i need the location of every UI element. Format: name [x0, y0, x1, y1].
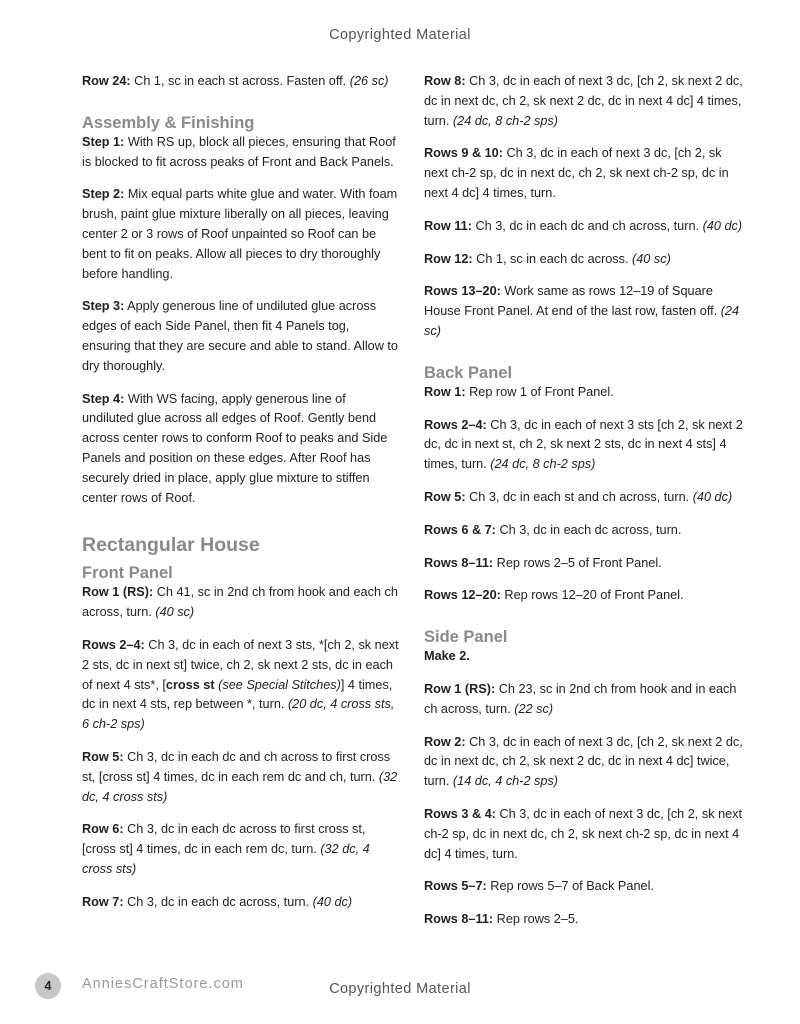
stitch-count: (24 sc): [424, 304, 740, 338]
stitch-count: (40 sc): [155, 605, 195, 620]
instruction-paragraph: [82, 297, 400, 376]
stitch-count: (24 dc, 8 ch-2 sps): [452, 113, 558, 128]
row-label: Rows 13–20:: [424, 284, 501, 299]
instruction-text: Ch 3, dc in each dc and ch across, turn.: [471, 218, 703, 233]
row-label: Step 1:: [82, 134, 125, 149]
instruction-paragraph: [82, 748, 400, 807]
row-label: Step 3:: [82, 299, 125, 314]
stitch-count: (32 dc, 4 cross sts): [82, 842, 370, 876]
row-label: Row 1:: [424, 384, 466, 399]
instruction-text: With WS facing, apply generous line of undiluted glue across all edges of Roof. Gently bend across center rows to conform Roof to peaks and Side Panels and position on these edges. After Roof has securely dried in place, apply glue mixture to stiffen center rows of Roof.: [82, 391, 388, 505]
instruction-text: With RS up, block all pieces, ensuring that Roof is blocked to fit across peaks of Front and Back Panels.: [82, 134, 396, 169]
instruction-paragraph: [424, 217, 749, 237]
instruction-text: Ch 3, dc in each of next 3 dc, [ch 2, sk next 2 dc, dc in next dc, ch 2, sk next 2 dc, dc in next 4 dc] 4 times, turn.: [424, 74, 743, 128]
instruction-text: Ch 3, dc in each dc across, turn.: [123, 894, 313, 909]
instruction-paragraph: [424, 144, 749, 203]
copyright-footer: Copyrighted Material: [329, 981, 471, 997]
row-label: cross st: [165, 677, 215, 692]
instruction-paragraph: [424, 877, 749, 897]
instruction-paragraph: [424, 416, 749, 475]
instruction-text: Apply generous line of undiluted glue across edges of each Side Panel, then fit 4 Panels tog, ensuring that they are secure and able to stand. Allow to dry thoroughly.: [82, 299, 398, 373]
row-label: Rows 5–7:: [424, 879, 487, 894]
row-label: Row 1 (RS):: [82, 585, 154, 600]
row-label: Row 11:: [424, 218, 472, 233]
instruction-paragraph: [82, 185, 400, 284]
page-number: 4: [35, 973, 61, 999]
footer-site: AnniesCraftStore.com: [82, 976, 244, 992]
instruction-paragraph: [82, 390, 400, 509]
stitch-count: (14 dc, 4 ch-2 sps): [452, 774, 558, 789]
instruction-text: Ch 3, dc in each dc and ch across to first cross st, [cross st] 4 times, dc in each rem dc and ch, turn.: [82, 749, 391, 784]
instruction-text: Ch 3, dc in each of next 3 sts, *[ch 2, sk next 2 sts, dc in next st] twice, ch 2, sk next 2 sts, dc in each of next 4 sts*, [: [82, 637, 399, 692]
instruction-paragraph: [424, 282, 749, 341]
stitch-count: (20 dc, 4 cross sts, 6 ch-2 sps): [82, 697, 395, 732]
stitch-count: (26 sc): [349, 74, 389, 88]
left-column: [82, 72, 400, 926]
row-label: Step 2:: [82, 187, 125, 202]
instruction-text: Work same as rows 12–19 of Square House Front Panel. At end of the last row, fasten off.: [424, 284, 721, 319]
subsection-heading: Back Panel: [424, 363, 513, 382]
instruction-text: Rep row 1 of Front Panel.: [465, 384, 614, 399]
row-label: Step 4:: [82, 391, 125, 406]
row-label: Rows 2–4:: [82, 637, 145, 652]
stitch-count: (see Special Stitches): [218, 677, 341, 692]
row-label: Row 7:: [82, 894, 124, 909]
instruction-paragraph: [424, 733, 749, 792]
instruction-paragraph: [82, 820, 400, 879]
subsection-heading: Assembly & Finishing: [82, 113, 255, 132]
instruction-paragraph: [82, 583, 400, 623]
instruction-paragraph: [424, 647, 749, 667]
row-label: Row 5:: [424, 489, 466, 504]
row-label: Row 12:: [424, 251, 473, 266]
instruction-text: Ch 3, dc in each st and ch across, turn.: [465, 489, 693, 504]
subsection-heading: Side Panel: [424, 628, 508, 647]
row-label: Rows 3 & 4:: [424, 806, 496, 821]
instruction-paragraph: [82, 72, 400, 92]
row-label: Row 5:: [82, 749, 124, 764]
row-label: Rows 8–11:: [424, 555, 494, 570]
spacer: [82, 521, 400, 533]
copyright-header: Copyrighted Material: [329, 27, 471, 43]
instruction-paragraph: [424, 805, 749, 864]
stitch-count: (22 sc): [514, 701, 554, 716]
stitch-count: (40 dc): [692, 489, 733, 504]
section-heading: Rectangular House: [82, 534, 260, 557]
row-label: Rows 2–4:: [424, 417, 487, 432]
instruction-text: Ch 41, sc in 2nd ch from hook and each ch across, turn.: [82, 585, 398, 620]
instruction-text: Ch 23, sc in 2nd ch from hook and in each ch across, turn.: [424, 681, 737, 716]
stitch-count: (40 dc): [702, 218, 743, 233]
instruction-text: Ch 3, dc in each of next 3 dc, [ch 2, sk next ch-2 sp, dc in next dc, ch 2, sk next ch-2 sp, dc in next 4 dc] 4 times, turn.: [424, 806, 743, 861]
stitch-count: (40 sc): [632, 251, 671, 266]
instruction-paragraph: [424, 250, 749, 270]
instruction-paragraph: [424, 521, 749, 541]
instruction-text: Mix equal parts white glue and water. With foam brush, paint glue mixture liberally on all pieces, leaving center 2 or 3 rows of Roof unpainted so Roof can be bent to fit on peaks. Allow all pieces to dry thoroughly before handling.: [82, 187, 398, 281]
instruction-text: Rep rows 2–5.: [493, 912, 579, 927]
subsection-heading: Front Panel: [82, 564, 173, 583]
instruction-text: Rep rows 5–7 of Back Panel.: [486, 879, 654, 894]
instruction-text: ] 4 times, dc in next 4 sts, rep between *, turn.: [82, 677, 393, 712]
instruction-paragraph: [82, 133, 400, 173]
instruction-paragraph: [424, 586, 749, 606]
instruction-paragraph: [424, 910, 749, 930]
instruction-text: Ch 1, sc in each dc across.: [472, 251, 633, 266]
row-label: Rows 9 & 10:: [424, 146, 503, 161]
stitch-count: (32 dc, 4 cross sts): [82, 769, 398, 804]
row-label: Make 2.: [424, 649, 470, 664]
instruction-paragraph: [82, 893, 400, 913]
instruction-text: Ch 3, dc in each of next 3 sts [ch 2, sk next 2 dc, dc in next st, ch 2, sk next 2 sts, dc in next 4 sts] 4 times, turn.: [424, 417, 743, 472]
row-label: Rows 8–11:: [424, 912, 494, 927]
row-label: Row 1 (RS):: [424, 681, 496, 696]
row-label: Rows 12–20:: [424, 588, 501, 603]
instruction-text: Ch 3, dc in each dc across, turn.: [495, 522, 682, 537]
instruction-text: Ch 3, dc in each dc across to first cross st, [cross st] 4 times, dc in each rem dc, turn.: [82, 822, 366, 857]
instruction-paragraph: [424, 72, 749, 131]
spacer: [424, 355, 749, 363]
instruction-paragraph: [424, 383, 749, 403]
row-label: Row 24:: [82, 74, 131, 88]
spacer: [424, 619, 749, 627]
stitch-count: (40 dc): [312, 894, 353, 909]
row-label: Rows 6 & 7:: [424, 522, 496, 537]
row-label: Row 2:: [424, 734, 466, 749]
row-label: Row 8:: [424, 74, 466, 88]
stitch-count: (24 dc, 8 ch-2 sps): [490, 457, 596, 472]
instruction-text: Rep rows 2–5 of Front Panel.: [493, 555, 662, 570]
instruction-text: Ch 3, dc in each of next 3 dc, [ch 2, sk next ch-2 sp, dc in next dc, ch 2, sk next ch-2 sp, dc in next 4 dc] 4 times, turn.: [424, 146, 729, 200]
instruction-paragraph: [82, 636, 400, 735]
spacer: [82, 105, 400, 113]
instruction-text: Ch 1, sc in each st across. Fasten off.: [130, 74, 350, 88]
row-label: Row 6:: [82, 822, 124, 837]
instruction-text: Ch 3, dc in each of next 3 dc, [ch 2, sk next 2 dc, dc in next dc, ch 2, sk next 2 dc, dc in next 4 dc] twice, turn.: [424, 734, 743, 789]
instruction-text: Rep rows 12–20 of Front Panel.: [500, 588, 684, 603]
instruction-paragraph: [424, 488, 749, 508]
instruction-paragraph: [424, 680, 749, 720]
instruction-paragraph: [424, 554, 749, 574]
right-column: [424, 72, 749, 943]
